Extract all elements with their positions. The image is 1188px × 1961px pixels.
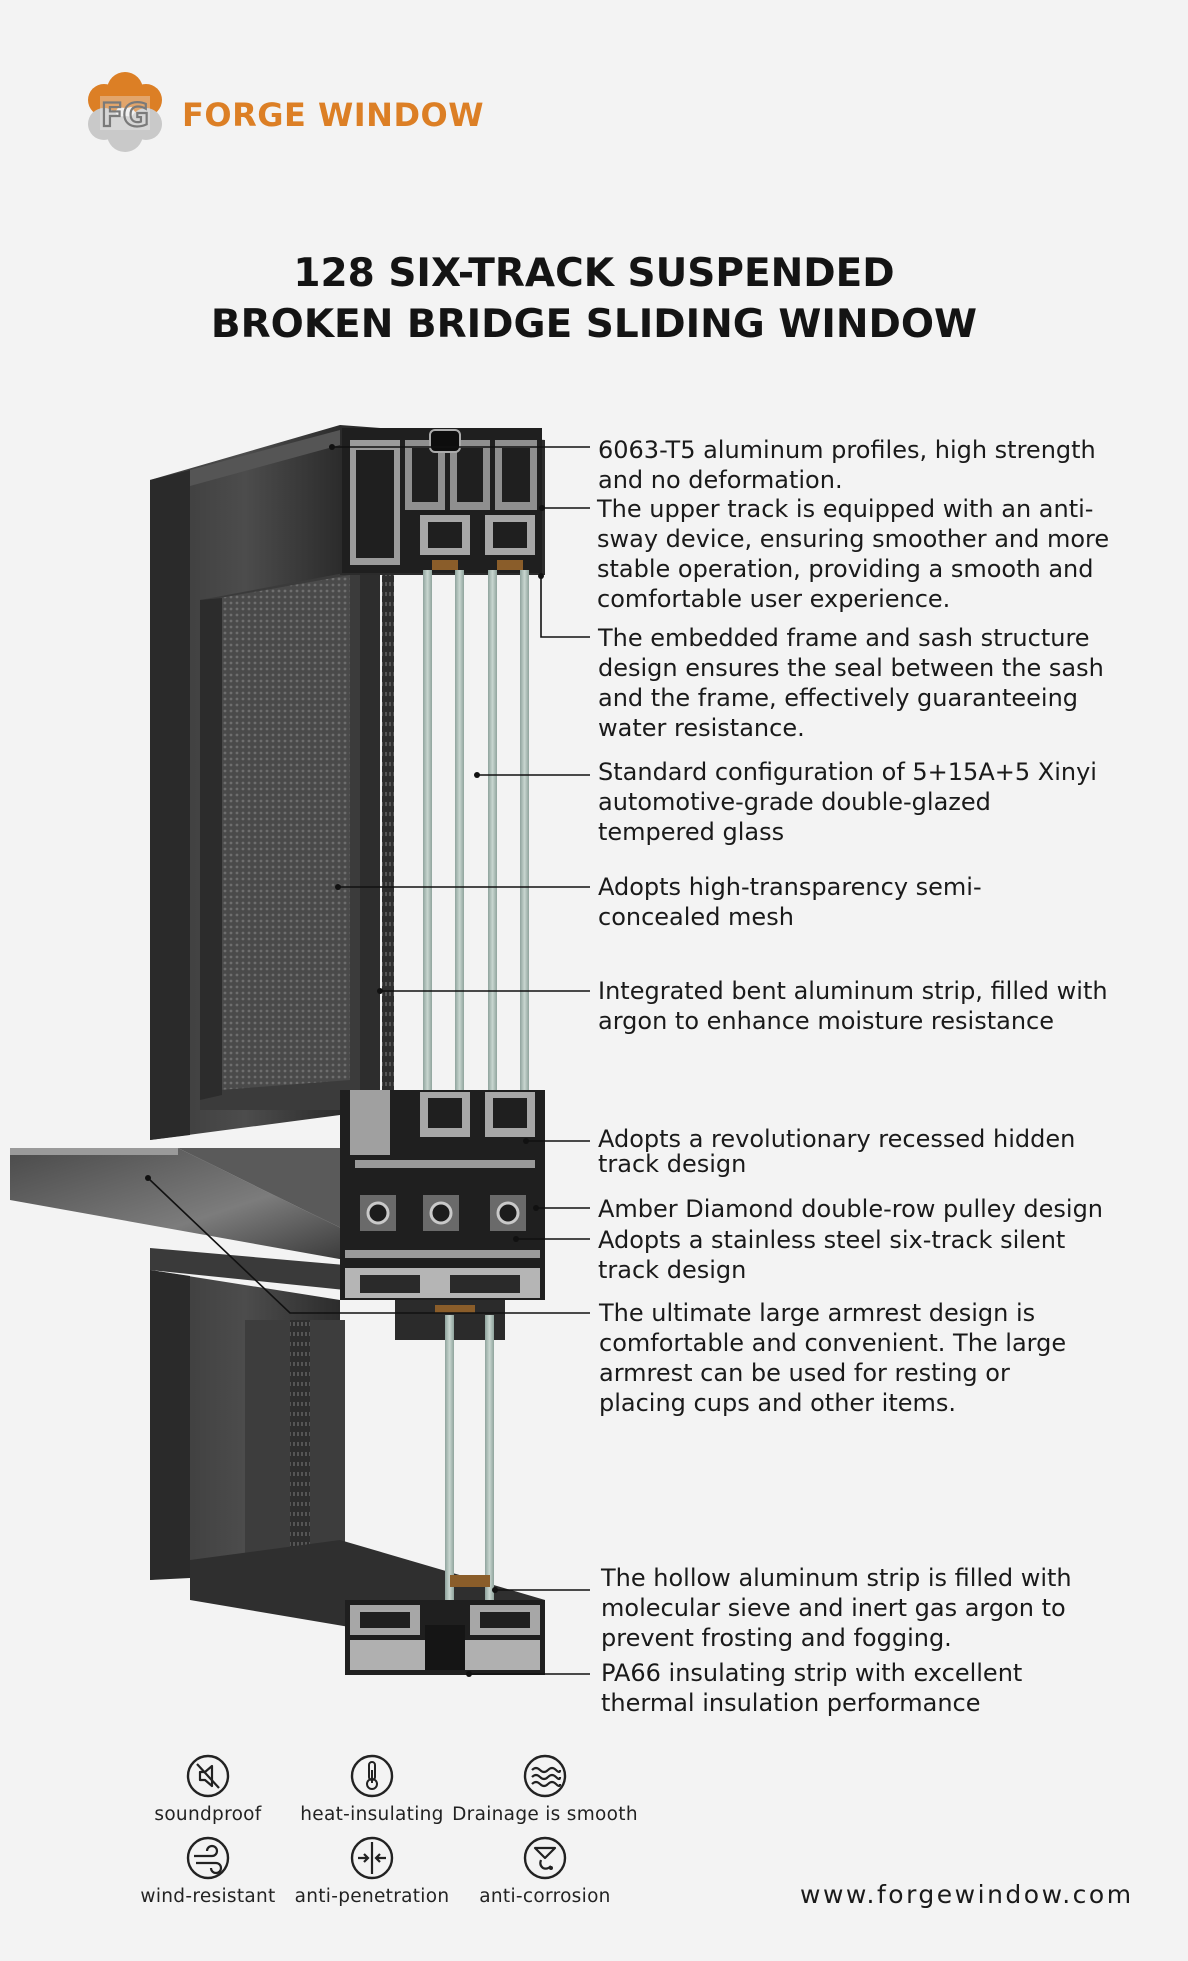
- feature-label: soundproof: [154, 1804, 262, 1825]
- callout-armrest: The ultimate large armrest design is comfortable and convenient. The large armrest can be used for resting or placing cups and other items.: [599, 1299, 1067, 1417]
- title-line-1: 128 SIX-TRACK SUSPENDED: [293, 251, 895, 296]
- feature-soundproof: [118, 1752, 298, 1825]
- feature-label: anti-penetration: [294, 1886, 450, 1907]
- fg-logo-icon: [80, 68, 170, 158]
- website-url[interactable]: www.forgewindow.com: [800, 1880, 1134, 1909]
- feature-wind-resistant: [118, 1834, 298, 1907]
- feature-label: anti-corrosion: [479, 1886, 611, 1907]
- callout-six-track: Adopts a stainless steel six-track silent track design: [598, 1226, 1066, 1284]
- brand-name: FORGE WINDOW: [182, 96, 485, 134]
- glass-panes-upper: [423, 570, 529, 1090]
- logo-monogram: FG: [100, 96, 150, 134]
- mesh-screen: [220, 575, 350, 1090]
- wind-icon: [184, 1834, 232, 1882]
- feature-heat-insulating: [282, 1752, 462, 1825]
- callout-pa66-strip: PA66 insulating strip with excellent thermal insulation performance: [601, 1659, 1023, 1717]
- feature-label: wind-resistant: [140, 1886, 276, 1907]
- soundproof-icon: [184, 1752, 232, 1800]
- page-title: [0, 248, 1188, 350]
- armrest-sill: [10, 1148, 345, 1290]
- feature-anti-penetration: [282, 1834, 462, 1907]
- brand-logo: [80, 68, 485, 168]
- callout-hollow-strip: The hollow aluminum strip is filled with molecular sieve and inert gas argon to prevent frosting and fogging.: [601, 1564, 1072, 1652]
- anti-corrosion-icon: [521, 1834, 569, 1882]
- feature-anti-corrosion: [455, 1834, 635, 1907]
- callout-embedded-frame: The embedded frame and sash structure design ensures the seal between the sash and the frame, effectively guaranteeing water resistance.: [598, 624, 1104, 742]
- title-line-2: BROKEN BRIDGE SLIDING WINDOW: [210, 302, 978, 347]
- feature-label: heat-insulating: [300, 1804, 444, 1825]
- glass-panes-lower: [445, 1315, 494, 1605]
- anti-penetration-icon: [348, 1834, 396, 1882]
- feature-label: Drainage is smooth: [452, 1804, 638, 1825]
- feature-drainage: [445, 1752, 645, 1825]
- middle-profile: [340, 1090, 545, 1340]
- callout-aluminum-strip: Integrated bent aluminum strip, filled with argon to enhance moisture resistance: [598, 977, 1108, 1035]
- feature-icons: [110, 1752, 670, 1922]
- callout-mesh: Adopts high-transparency semi- concealed mesh: [598, 873, 982, 931]
- bottom-profile: [345, 1600, 545, 1675]
- waves-icon: [521, 1752, 569, 1800]
- callout-anti-sway-track: The upper track is equipped with an anti- sway device, ensuring smoother and more stable operation, providing a smooth and comfortable user experience.: [597, 495, 1110, 613]
- callout-aluminum-profiles: 6063-T5 aluminum profiles, high strength and no deformation.: [598, 436, 1096, 494]
- pulley-wheels: [360, 1195, 526, 1231]
- callout-glass-config: Standard configuration of 5+15A+5 Xinyi automotive-grade double-glazed tempered glass: [598, 758, 1097, 846]
- callout-hidden-track: Adopts a revolutionary recessed hidden track design: [598, 1125, 1076, 1178]
- thermometer-icon: [348, 1752, 396, 1800]
- callout-pulley: Amber Diamond double-row pulley design: [598, 1195, 1104, 1223]
